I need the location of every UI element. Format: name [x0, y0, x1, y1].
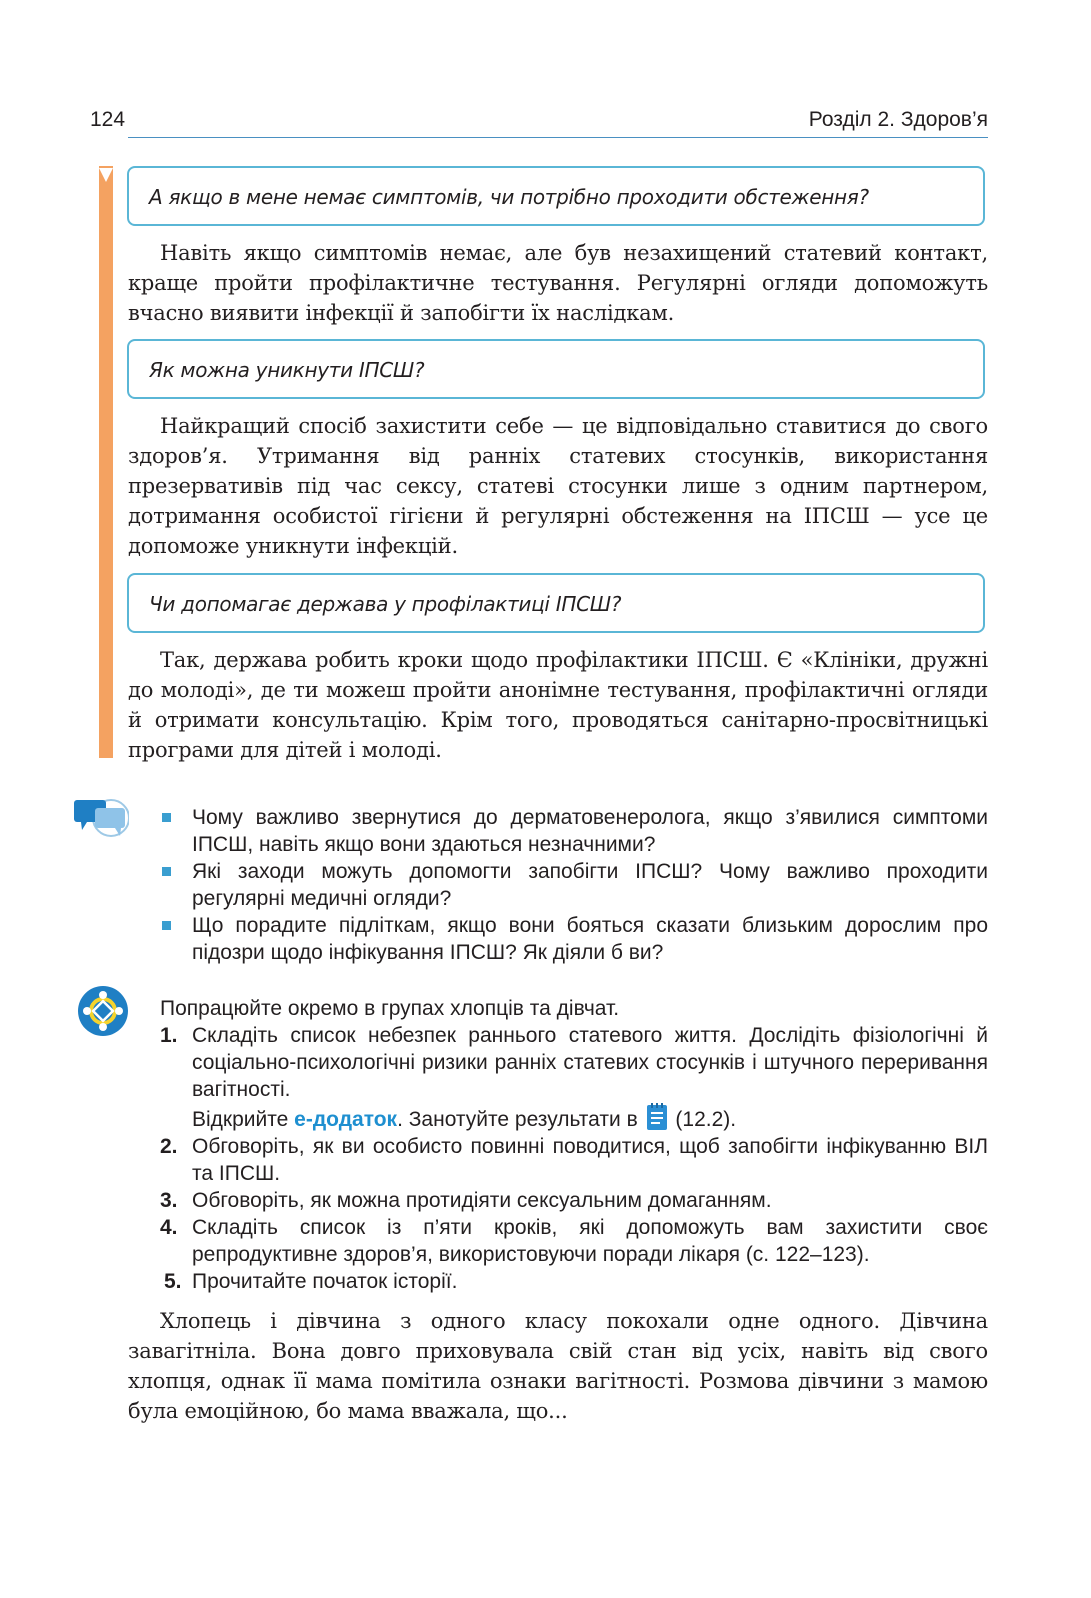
task-number: 1.	[160, 1024, 178, 1047]
question-box-3: Чи допомагає держава у профілактиці ІПСШ?	[127, 573, 985, 633]
group-work-intro: Попрацюйте окремо в групах хлопців та дівчат.	[160, 997, 620, 1020]
edodatok-before: Відкрийте	[192, 1108, 295, 1131]
edodatok-middle: . Занотуйте результати в	[397, 1108, 644, 1131]
sidebar-accent-bar	[99, 166, 113, 758]
header-rule	[128, 137, 988, 138]
task-text: Складіть список небезпек раннього статевого життя. Дослідіть фізіологічні й соціально-психологічні ризики ранніх статевих стосунків і штучного переривання вагітності.	[192, 1024, 988, 1101]
list-item	[160, 912, 988, 966]
edodatok-link[interactable]: е-додаток	[294, 1108, 398, 1131]
task-number: 4.	[160, 1216, 178, 1239]
task-text: Складіть список із п’яти кроків, які допоможуть вам захистити своє репродуктивне здоров’я, використовуючи поради лікаря (с. 122–123).	[192, 1216, 988, 1266]
bullet-square	[162, 921, 171, 930]
question-box-1: А якщо в мене немає симптомів, чи потрібно проходити обстеження?	[127, 166, 985, 226]
page-number: 124	[90, 108, 126, 131]
speech-bubbles-icon	[73, 796, 129, 844]
task-item	[160, 1022, 988, 1133]
list-item-text: Чому важливо звернутися до дерматовенеролога, якщо з’явилися симптоми ІПСШ, навіть якщо вони здаються незначними?	[192, 806, 988, 856]
task-text: Прочитайте початок історії.	[192, 1270, 458, 1293]
task-text: Обговоріть, як ви особисто повинні поводитися, щоб запобігти інфікуванню ВІЛ та ІПСШ.	[192, 1135, 988, 1185]
list-item-text: Що порадите підліткам, якщо вони бояться сказати близьким дорослим про підозри щодо інфікування ІПСШ? Як діяли б ви?	[192, 914, 988, 964]
bullet-square	[162, 813, 171, 822]
task-item	[160, 1214, 988, 1268]
story-paragraph: Хлопець і дівчина з одного класу покохали одне одного. Дівчина завагітніла. Вона довго приховувала свій стан від усіх, навіть від свого хлопця, однак її мама помітила ознаки вагітності. Розмова дівчини з мамою була емоційною, бо мама вважала, що...	[128, 1309, 988, 1423]
discussion-list	[160, 804, 988, 966]
sidebar-notch	[99, 168, 113, 182]
page-header	[90, 106, 988, 138]
task-number: 2.	[160, 1135, 178, 1158]
answer-paragraph-3: Так, держава робить кроки щодо профілактики ІПСШ. Є «Клініки, дружні до молоді», де ти можеш пройти анонімне тестування, профілактичні огляди й отримати консультацію. Крім того, проводяться санітарно-просвітницькі програми для дітей і молоді.	[128, 648, 988, 762]
group-work-section	[160, 995, 988, 1295]
task-text: Обговоріть, як можна протидіяти сексуальним домаганням.	[192, 1189, 772, 1212]
notebook-icon[interactable]	[644, 1103, 670, 1131]
bullet-square	[162, 867, 171, 876]
task-number: 3.	[160, 1189, 178, 1212]
task-item	[160, 1133, 988, 1187]
answer-paragraph-2: Найкращий спосіб захистити себе — це відповідально ставитися до свого здоров’я. Утримання від ранніх статевих стосунків, використання презервативів під час сексу, статеві стосунки лише з одним партнером, дотримання особистої гігієни й регулярні обстеження на ІПСШ — усе це допоможе уникнути інфекцій.	[128, 414, 988, 558]
group-work-icon	[77, 985, 129, 1037]
list-item	[160, 804, 988, 858]
answer-paragraph-1: Навіть якщо симптомів немає, але був незахищений статевий контакт, краще пройти профілактичне тестування. Регулярні огляди допоможуть вчасно виявити інфекції й запобігти їх наслідкам.	[128, 241, 988, 325]
task-item	[160, 1268, 988, 1295]
task-item	[160, 1187, 988, 1214]
edodatok-after: (12.2).	[669, 1108, 737, 1131]
list-item	[160, 858, 988, 912]
edodatok-line	[192, 1103, 988, 1133]
chapter-title: Розділ 2. Здоров’я	[808, 108, 988, 131]
question-box-2: Як можна уникнути ІПСШ?	[127, 339, 985, 399]
task-number: 5.	[164, 1270, 182, 1293]
list-item-text: Які заходи можуть допомогти запобігти ІПСШ? Чому важливо проходити регулярні медичні огляди?	[192, 860, 988, 910]
